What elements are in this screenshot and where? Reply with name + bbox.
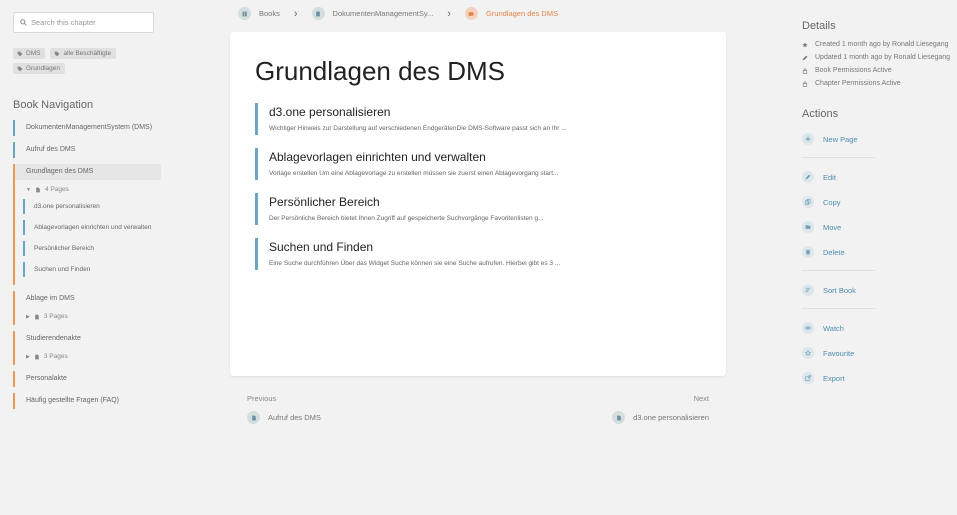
- page-entry-d3one[interactable]: [255, 103, 685, 135]
- nav-item-grundlagen[interactable]: Grundlagen des DMS: [13, 164, 161, 180]
- plus-icon: [802, 133, 814, 145]
- tag-icon: [17, 51, 23, 57]
- chapter-card: [230, 32, 726, 376]
- sort-icon: [802, 284, 814, 296]
- chapter-pages-studierendenakte: [13, 347, 161, 365]
- next-page-link[interactable]: d3.one personalisieren: [612, 411, 709, 424]
- tag-list: [13, 48, 143, 74]
- chapter-pages-grundlagen: [13, 180, 161, 285]
- actions-title: Actions: [802, 108, 839, 120]
- chevron-right-icon: ▶: [26, 353, 30, 360]
- page-icon: [612, 411, 625, 424]
- divider: [802, 308, 875, 309]
- page-entry-excerpt: Wichtiger Hinweis zur Darstellung auf verschiedenen EndgerätenDie DMS-Software passt sich an Ihr ...: [269, 125, 567, 132]
- details-title: Details: [802, 20, 836, 32]
- star-icon: [802, 42, 808, 48]
- chapter-search[interactable]: [13, 12, 154, 33]
- tag-grundlagen[interactable]: Grundlagen: [13, 63, 65, 74]
- left-sidebar: [13, 12, 161, 415]
- tag-icon: [54, 51, 60, 57]
- right-sidebar: [802, 20, 952, 384]
- sub-item-persoenlicher-bereich[interactable]: Persönlicher Bereich: [23, 241, 161, 256]
- chevron-right-icon: ›: [447, 7, 451, 20]
- folder-icon: [802, 221, 814, 233]
- page-entry-excerpt: Vorlage erstellen Um eine Ablagevorlage zu erstellen müssen sie zuerst einen Ablagevorgang start...: [269, 170, 559, 177]
- book-icon: [312, 7, 325, 20]
- export-icon: [802, 372, 814, 384]
- trash-icon: [802, 246, 814, 258]
- breadcrumb-books[interactable]: Books: [238, 7, 280, 20]
- detail-book-permissions: Book Permissions Active: [802, 66, 952, 75]
- breadcrumb: [238, 7, 558, 20]
- watch-button[interactable]: Watch: [802, 322, 952, 334]
- pages-toggle[interactable]: ▶ 3 Pages: [26, 353, 68, 360]
- favourite-button[interactable]: Favourite: [802, 347, 952, 359]
- new-page-button[interactable]: New Page: [802, 133, 952, 145]
- page-entry-excerpt: Eine Suche durchführen Über das Widget Suche können sie eine Suche aufrufen. Hierbei gibt es 3 ...: [269, 260, 561, 267]
- previous-label: Previous: [247, 394, 277, 403]
- page-entry-suchen[interactable]: [255, 238, 685, 270]
- breadcrumb-book[interactable]: DokumentenManagementSy...: [312, 7, 434, 20]
- page-icon: [35, 187, 41, 193]
- page-entry-title[interactable]: d3.one personalisieren: [269, 105, 391, 119]
- sub-item-ablagevorlagen[interactable]: Ablagevorlagen einrichten und verwalten: [23, 220, 161, 235]
- lock-icon: [802, 68, 808, 74]
- search-input[interactable]: [31, 18, 146, 27]
- divider: [802, 157, 875, 158]
- eye-icon: [802, 322, 814, 334]
- tag-alle-beschaeftigte[interactable]: alle Beschäftigte: [50, 48, 116, 59]
- move-button[interactable]: Move: [802, 221, 952, 233]
- nav-item-faq[interactable]: Häufig gestellte Fragen (FAQ): [13, 393, 161, 409]
- edit-button[interactable]: Edit: [802, 171, 952, 183]
- detail-chapter-permissions: Chapter Permissions Active: [802, 79, 952, 88]
- previous-page-link[interactable]: Aufruf des DMS: [247, 411, 321, 424]
- pencil-icon: [802, 55, 808, 61]
- page-entry-persoenlicher-bereich[interactable]: [255, 193, 685, 225]
- copy-icon: [802, 196, 814, 208]
- delete-button[interactable]: Delete: [802, 246, 952, 258]
- page-entry-title[interactable]: Suchen und Finden: [269, 240, 374, 254]
- page-entry-title[interactable]: Ablagevorlagen einrichten und verwalten: [269, 150, 486, 164]
- detail-created: Created 1 month ago by Ronald Liesegang: [802, 40, 952, 49]
- nav-item-personalakte[interactable]: Personalakte: [13, 371, 161, 387]
- pages-toggle[interactable]: ▶ 3 Pages: [26, 313, 68, 320]
- search-icon: [20, 19, 27, 26]
- next-label: Next: [693, 394, 709, 403]
- chapter-pages-ablage: [13, 307, 161, 325]
- pages-toggle[interactable]: ▼ 4 Pages: [26, 186, 69, 193]
- chapter-page-list: [255, 103, 685, 283]
- nav-item-aufruf[interactable]: Aufruf des DMS: [13, 142, 161, 158]
- page-icon: [247, 411, 260, 424]
- nav-item-dms-book[interactable]: DokumentenManagementSystem (DMS): [13, 120, 161, 136]
- page-entry-excerpt: Der Persönliche Bereich bietet Ihnen Zugriff auf gespeicherte Suchvorgänge Favoritenlisten g...: [269, 215, 544, 222]
- tag-icon: [17, 66, 23, 72]
- breadcrumb-chapter[interactable]: Grundlagen des DMS: [465, 7, 558, 20]
- chevron-right-icon: ▶: [26, 313, 30, 320]
- copy-button[interactable]: Copy: [802, 196, 952, 208]
- page-icon: [34, 354, 40, 360]
- pencil-icon: [802, 171, 814, 183]
- book-navigation: [13, 120, 161, 409]
- sort-book-button[interactable]: Sort Book: [802, 284, 952, 296]
- star-icon: [802, 347, 814, 359]
- page-entry-title[interactable]: Persönlicher Bereich: [269, 195, 380, 209]
- book-navigation-title: Book Navigation: [13, 99, 94, 111]
- page-entry-ablagevorlagen[interactable]: [255, 148, 685, 180]
- chevron-right-icon: ›: [293, 7, 298, 20]
- tag-dms[interactable]: DMS: [13, 48, 45, 59]
- divider: [802, 270, 875, 271]
- lock-icon: [802, 81, 808, 87]
- chapter-icon: [465, 7, 478, 20]
- chevron-down-icon: ▼: [26, 186, 31, 193]
- export-button[interactable]: Export: [802, 372, 952, 384]
- sub-item-suchen[interactable]: Suchen und Finden: [23, 262, 161, 277]
- nav-item-ablage[interactable]: Ablage im DMS: [13, 291, 161, 307]
- page-icon: [34, 314, 40, 320]
- detail-updated: Updated 1 month ago by Ronald Liesegang: [802, 53, 952, 62]
- nav-item-studierendenakte[interactable]: Studierendenakte: [13, 331, 161, 347]
- books-icon: [238, 7, 251, 20]
- page-title: Grundlagen des DMS: [255, 56, 506, 86]
- sub-item-d3one[interactable]: d3.one personalisieren: [23, 199, 161, 214]
